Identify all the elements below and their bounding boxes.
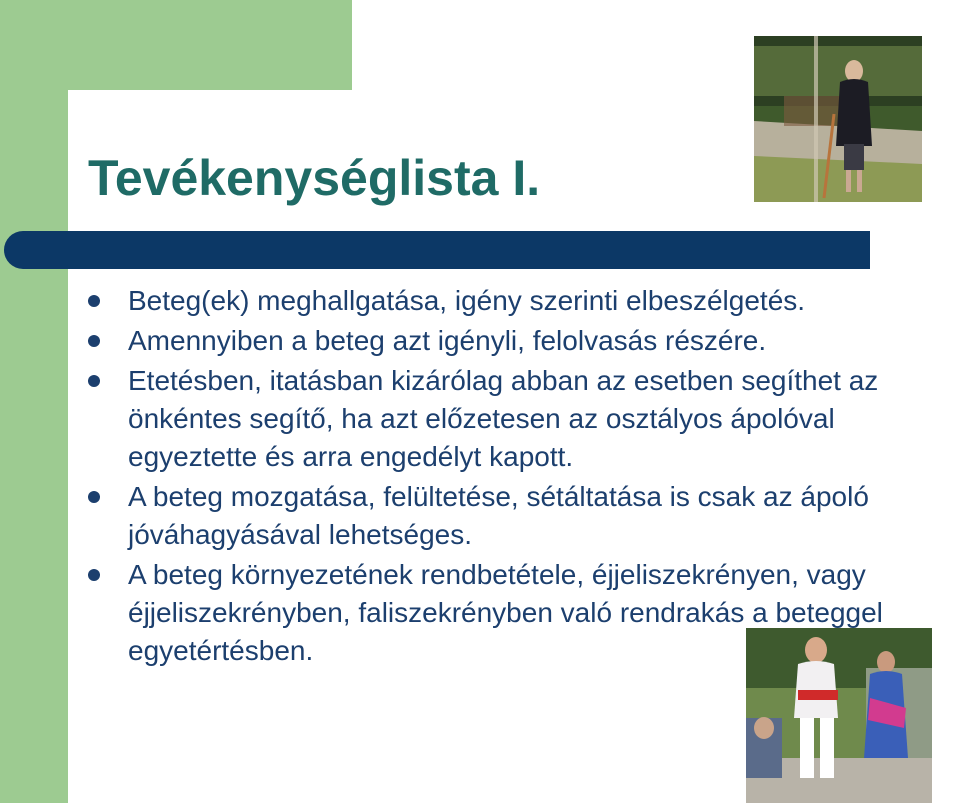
bullet-list <box>86 282 960 672</box>
bullet-text: Etetésben, itatásban kizárólag abban az esetben segíthet az önkéntes segítő, ha azt előzetesen az osztályos ápolóval egyeztette és arra engedélyt kapott. <box>128 365 879 472</box>
bullet-text: A beteg környezetének rendbetétele, éjjeliszekrényen, vagy éjjeliszekrényben, faliszekrényben való rendrakás a beteggel egyetértésben. <box>128 559 883 666</box>
bullet-dot-icon <box>88 569 100 581</box>
bullet-dot-icon <box>88 295 100 307</box>
bullet-item <box>86 322 960 360</box>
bullet-item <box>86 282 960 320</box>
bullet-text: A beteg mozgatása, felültetése, sétáltatása is csak az ápoló jóváhagyásával lehetséges. <box>128 481 869 550</box>
bullet-text: Amennyiben a beteg azt igényli, felolvasás részére. <box>128 325 767 356</box>
green-top-band <box>0 0 352 90</box>
title-divider-bar <box>4 231 870 269</box>
bullet-dot-icon <box>88 491 100 503</box>
slide-title: Tevékenységlista I. <box>88 150 541 206</box>
bullet-dot-icon <box>88 375 100 387</box>
volunteer-helping-patients-photo <box>746 628 932 803</box>
white-corner-curve <box>68 90 128 150</box>
bullet-text: Beteg(ek) meghallgatása, igény szerinti elbeszélgetés. <box>128 285 806 316</box>
bullet-dot-icon <box>88 335 100 347</box>
green-side-band <box>0 0 68 803</box>
bullet-item <box>86 478 960 554</box>
elderly-woman-walking-photo <box>754 36 922 202</box>
bullet-item <box>86 362 960 476</box>
